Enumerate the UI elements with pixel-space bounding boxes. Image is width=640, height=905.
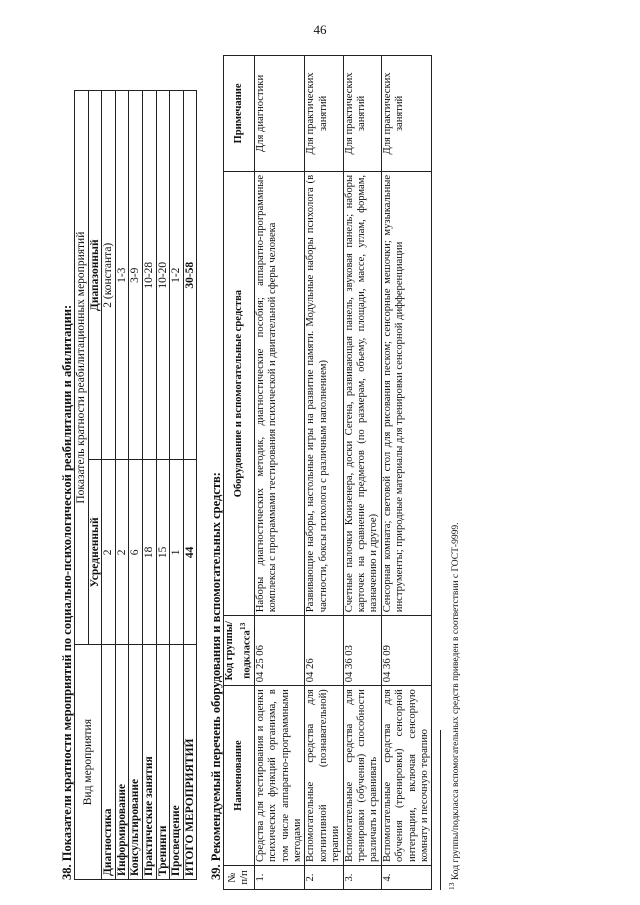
table-row [129, 91, 143, 880]
row-equipment: Счетные палочки Кюизенера, доски Сегена, развивающая панель, звуковая панель; наборы карточек на сравнение предметов (по размерам, объему, площади, массе, углам, формам, назначению и другое) [343, 171, 381, 615]
row-range: 3-9 [129, 91, 143, 460]
footnote-text: Код группы/подкласса вспомогательных средств приведен в соответствии с ГОСТ-9999. [451, 522, 462, 881]
row-range: 10-20 [156, 91, 170, 460]
table-row [156, 91, 170, 880]
table-row [305, 56, 343, 890]
row-avg: 2 [102, 460, 116, 645]
rehab-frequency-table [74, 90, 197, 880]
row-avg: 18 [142, 460, 156, 645]
footnote-marker: 13 [447, 882, 457, 890]
row-note: Для практических занятий [343, 56, 381, 172]
row-range: 1-2 [170, 91, 184, 460]
table-row [254, 56, 305, 890]
col-code-header [224, 616, 254, 686]
row-range: 2 (константа) [102, 91, 116, 460]
total-avg: 44 [183, 460, 197, 645]
total-name: ИТОГО МЕРОПРИЯТИЙ [183, 645, 197, 880]
row-num: 2. [305, 866, 343, 890]
equipment-table [223, 55, 432, 890]
row-name: Диагностика [102, 645, 116, 880]
row-code: 04 26 [305, 616, 343, 686]
row-num: 1. [254, 866, 305, 890]
row-name: Средства для тестирования и оценки психических функций организма, в том числе аппаратно-программными методами [254, 686, 305, 866]
col-equipment-header: Оборудование и вспомогательные средства [224, 171, 254, 615]
row-equipment: Наборы диагностических методик, диагностические пособия; аппаратно-программные комплексы с программами тестирования психической и двигательной сферы человека [254, 171, 305, 615]
table-total-row [183, 91, 197, 880]
row-note: Для практических занятий [305, 56, 343, 172]
col-num-header: № п/п [224, 866, 254, 890]
section-38-title: 38. Показатели кратности мероприятий по социально-психологической реабилитации и абилитации: [60, 304, 74, 880]
row-name: Тренинги [156, 645, 170, 880]
row-name: Просвещение [170, 645, 184, 880]
col-avg-header: Усредненный [88, 460, 102, 645]
row-num: 4. [381, 866, 432, 890]
total-range: 30-58 [183, 91, 197, 460]
col-group-header: Показатель кратности реабилитационных мероприятий [75, 91, 89, 645]
row-avg: 1 [170, 460, 184, 645]
col-note-header: Примечание [224, 56, 254, 172]
row-name: Информирование [115, 645, 129, 880]
row-range: 10-28 [142, 91, 156, 460]
row-avg: 15 [156, 460, 170, 645]
row-name: Вспомогательные средства для обучения (тренировки) сенсорной интеграции, включая сенсорную комнату и песочную терапию [381, 686, 432, 866]
footnote-divider [440, 730, 441, 890]
row-range: 1-3 [115, 91, 129, 460]
row-avg: 6 [129, 460, 143, 645]
row-num: 3. [343, 866, 381, 890]
row-name: Консультирование [129, 645, 143, 880]
row-code: 04 36 03 [343, 616, 381, 686]
page-number: 46 [313, 22, 327, 37]
col-range-header: Диапазонный [88, 91, 102, 460]
row-name: Вспомогательные средства для когнитивной (познавательной) терапии [305, 686, 343, 866]
row-avg: 2 [115, 460, 129, 645]
table-row [170, 91, 184, 880]
col-code-label: Код группы/ подкласса [224, 621, 253, 681]
footnote-ref: 13 [237, 622, 247, 631]
row-note: Для практических занятий [381, 56, 432, 172]
rotated-content [60, 55, 600, 890]
table-row [381, 56, 432, 890]
row-equipment: Сенсорная комната; световой стол для рисования песком; сенсорные мешочки; музыкальные инструменты; природные материалы для тренировки сенсорной дифференциации [381, 171, 432, 615]
table-header-row [224, 56, 254, 890]
footnote [447, 55, 461, 890]
row-equipment: Развивающие наборы, настольные игры на развитие памяти. Модульные наборы психолога (в частности, боксы психолога с различным наполнением) [305, 171, 343, 615]
section-39-title: 39. Рекомендуемый перечень оборудования и вспомогательных средств: [209, 472, 224, 880]
row-name: Практические занятия [142, 645, 156, 880]
table-row [115, 91, 129, 880]
col-name-header: Наименование [224, 686, 254, 866]
row-code: 04 25 06 [254, 616, 305, 686]
col-type-header: Вид мероприятия [75, 645, 102, 880]
row-note: Для диагностики [254, 56, 305, 172]
row-name: Вспомогательные средства для тренировки (обучения) способности различать и сравнивать [343, 686, 381, 866]
row-code: 04 36 09 [381, 616, 432, 686]
table-row [142, 91, 156, 880]
table-row [102, 91, 116, 880]
table-row [343, 56, 381, 890]
table-header-row [75, 91, 89, 880]
